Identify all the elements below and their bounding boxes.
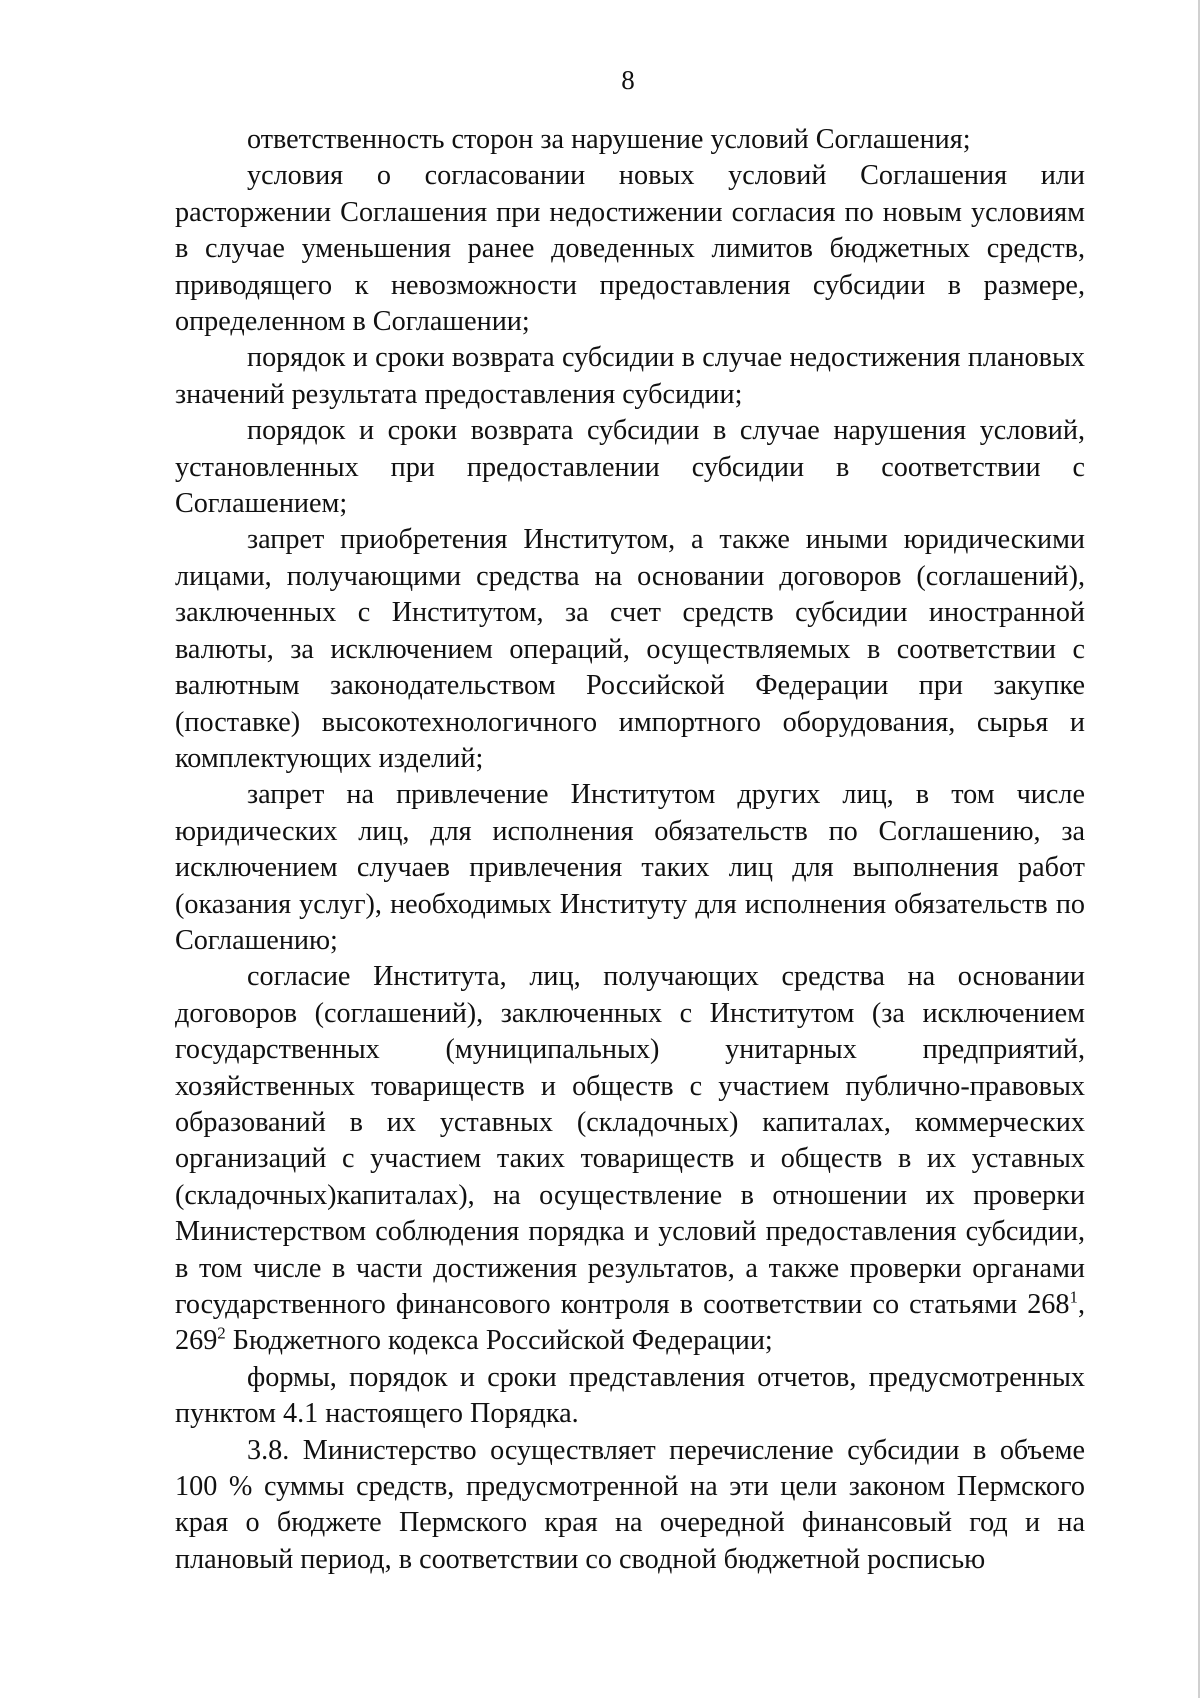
consent-text: согласие Института, лиц, получающих средства на основании договоров (соглашений), заключенных с Институтом (за исключением государственных (муниципальных) унитарных предприятий, хозяйственных товариществ и обществ с участием публично-правовых образований в их уставных (складочных) капиталах, коммерческих организаций с участием таких товариществ и обществ в их уставных (складочных)капиталах), на осуществление в отношении их проверки Министерством соблюдения порядка и условий предоставления субсидии, в том числе в части достижения результатов, а также проверки органами государственного финансового контроля в соответствии со статьями 268 xyxy=(175,961,1085,1320)
paragraph-return-violation: порядок и сроки возврата субсидии в случае нарушения условий, установленных при предоставлении субсидии в соответствии с Соглашением; xyxy=(175,415,1085,520)
page-number: 8 xyxy=(621,65,635,95)
superscript-2: 2 xyxy=(217,1324,226,1344)
paragraph-currency-ban: запрет приобретения Институтом, а также иными юридическими лицами, получающими средства на основании договоров (соглашений), заключенных с Институтом, за счет средств субсидии иностранной валюты, за исключением операций, осуществляемых в соответствии с валютным законодательством Российской Федерации при закупке (поставке) высокотехнологичного импортного оборудования, сырья и комплектующих изделий; xyxy=(175,524,1085,774)
paragraph-report-forms: формы, порядок и сроки представления отчетов, предусмотренных пунктом 4.1 настоящего Порядка. xyxy=(175,1361,1085,1430)
superscript-1: 1 xyxy=(1069,1287,1078,1307)
paragraph-section-3-8: 3.8. Министерство осуществляет перечисление субсидии в объеме 100 % суммы средств, предусмотренной на эти цели законом Пермского края о бюджете Пермского края на очередной финансовый год и на плановый период, в соответствии со сводной бюджетной росписью xyxy=(175,1434,1085,1575)
paragraph-return-not-achieved: порядок и сроки возврата субсидии в случае недостижения плановых значений результата предоставления субсидии; xyxy=(175,342,1085,410)
paragraph-third-party-ban: запрет на привлечение Институтом других лиц, в том числе юридических лиц, для исполнения обязательств по Соглашению, за исключением случаев привлечения таких лиц для выполнения работ (оказания услуг), необходимых Институту для исполнения обязательств по Соглашению; xyxy=(175,779,1085,956)
paragraph-agreement-conditions: условия о согласовании новых условий Соглашения или расторжении Соглашения при недостижении согласия по новым условиям в случае уменьшения ранее доведенных лимитов бюджетных средств, приводящего к невозможности предоставления субсидии в размере, определенном в Соглашении; xyxy=(175,160,1085,338)
document-body xyxy=(175,122,1085,1578)
consent-text-between: , 269 xyxy=(175,1289,1085,1357)
consent-text-end: Бюджетного кодекса Российской Федерации; xyxy=(225,1325,773,1357)
paragraph-responsibility: ответственность сторон за нарушение условий Соглашения; xyxy=(247,124,971,155)
paragraph-consent xyxy=(175,959,1085,1359)
